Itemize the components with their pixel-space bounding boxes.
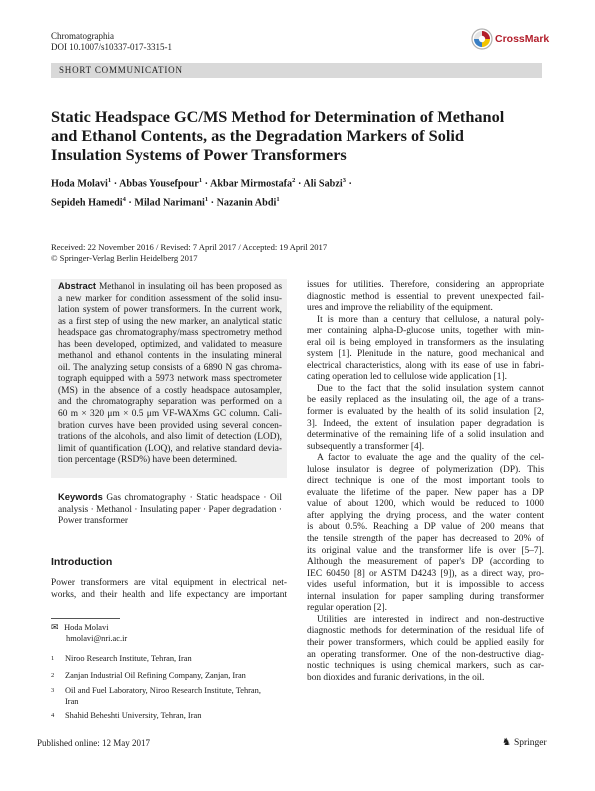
publisher-logo <box>502 737 547 748</box>
keywords-line: Keywords Gas chromatography · Static headspace · Oil <box>58 491 282 503</box>
author-affiliation: 1 <box>107 177 112 184</box>
affiliation <box>51 670 246 683</box>
affiliation-text: Iran <box>65 697 79 706</box>
affiliation-number: 3 <box>51 687 55 694</box>
keywords-line: Power transformer <box>58 516 129 527</box>
body-line: issues for utilities. Therefore, considering an appropriate <box>307 280 544 290</box>
body-line: diagnostic method is essential to prevent unexpected fail- <box>307 291 544 302</box>
keywords-heading: Keywords <box>58 491 103 502</box>
corresponding-email[interactable]: hmolavi@nri.ac.ir <box>66 634 128 643</box>
author-name[interactable]: Hoda Molavi <box>51 178 108 190</box>
section-band <box>51 63 542 78</box>
abstract-line: oil. The analyzing setup consists of a 6890 N gas chroma- <box>58 362 282 373</box>
paper-title <box>51 107 551 164</box>
envelope-icon: ✉ <box>51 622 59 632</box>
affiliation-text: Oil and Fuel Laboratory, Niroo Research Institute, Tehran, <box>65 686 261 695</box>
abstract-line: methanol and ethanol contents in the insulating mineral <box>58 351 282 362</box>
affiliation-number: 1 <box>51 655 55 662</box>
body-line: electrical characteristics, along with its ease of use in fabri- <box>307 360 544 371</box>
abstract-line: (MS) in the absence of a costly headspace autosampler, <box>58 385 282 396</box>
keywords-line: analysis · Methanol · Insulating paper · Paper degradation · <box>58 504 282 515</box>
crossmark-icon <box>471 28 493 50</box>
abstract-line: limit of quantification (LOQ), and relative standard devia- <box>58 443 282 454</box>
abstract-line: Abstract Methanol in insulating oil has been proposed as <box>58 280 282 292</box>
author-affiliation: 1 <box>204 196 209 204</box>
body-line: bon dioxides and furanic derivations, in the oil. <box>307 672 485 683</box>
introduction-line: Power transformers are vital equipment in electrical net- <box>51 578 287 588</box>
keywords <box>58 491 282 528</box>
publisher-name: Springer <box>513 737 547 748</box>
body-line: Utilities are interested in indirect and non-destructive <box>317 614 544 625</box>
correspondence <box>51 622 127 644</box>
author-name[interactable]: Ali Sabzi <box>303 178 343 190</box>
body-line: mer containing alpha-D-glucose units, together with min- <box>307 326 544 337</box>
body-text-right-column <box>307 280 544 684</box>
author-separator: · <box>202 178 210 190</box>
history-dates: Received: 22 November 2016 / Revised: 7 April 2017 / Accepted: 19 April 2017 <box>51 242 328 252</box>
affiliation-text: Shahid Beheshti University, Tehran, Iran <box>65 711 202 720</box>
author-line-1 <box>51 173 551 192</box>
author-affiliation: 3 <box>342 177 346 184</box>
abstract-line: 60 m × 320 μm × 0.5 μm VF-WAXms GC column. Cali- <box>58 409 282 420</box>
body-line: regular operation [2]. <box>307 603 387 614</box>
abstract-line: has been developed, optimized, and validated to measure <box>58 339 282 350</box>
body-line: direct technique is one of the most important tools to <box>307 476 544 487</box>
abstract-line: lation system of power transformers. In the current work, <box>58 305 282 316</box>
body-line: lulose insulator is degree of polymerization (DP). This <box>307 464 544 475</box>
affiliation-text: Niroo Research Institute, Tehran, Iran <box>65 654 192 663</box>
body-line: their power transformers, which could be applied easily for <box>307 637 544 648</box>
body-line: Although the measurement of paper's DP (according to <box>307 557 544 568</box>
author-affiliation: 2 <box>292 177 296 184</box>
body-line: vides useful information, but it is impossible to access <box>307 580 544 591</box>
author-separator: · <box>345 178 352 190</box>
body-line: subsequently a transformer [4]. <box>307 441 425 452</box>
affiliation <box>51 685 261 707</box>
author-affiliation: 1 <box>276 196 280 204</box>
body-line: internal insulation for paper sampling during transformer <box>307 591 544 602</box>
body-line: It is more than a century that cellulose, a natural poly- <box>317 314 544 325</box>
body-line: cating operation led to cellulose wide application [1]. <box>307 372 507 383</box>
title-line: Static Headspace GC/MS Method for Determination of Methanol <box>51 107 505 126</box>
body-line: A factor to evaluate the age and the quality of the cel- <box>317 453 544 464</box>
body-line: evaluate the lifetime of the paper. New paper has a DP <box>307 487 544 498</box>
author-name[interactable]: Milad Narimani <box>134 197 205 209</box>
abstract-line: tion percentage (RSD%) have been determined. <box>58 455 238 466</box>
introduction-text <box>51 578 287 601</box>
abstract-heading: Abstract <box>58 280 97 291</box>
corresponding-author: Hoda Molavi <box>64 623 109 632</box>
body-line: its original value and the transformer life is over [5–7]. <box>307 545 544 556</box>
body-line: 3]. Indeed, the extent of insulation paper degradation is <box>307 418 544 429</box>
copyright: © Springer-Verlag Berlin Heidelberg 2017 <box>51 253 198 263</box>
affiliation <box>51 653 192 666</box>
affiliation-number: 4 <box>51 712 55 719</box>
journal-name: Chromatographia <box>51 31 114 41</box>
body-line: an operating transformer. One of the non-destructive diag- <box>307 649 544 660</box>
author-name[interactable]: Akbar Mirmostafa <box>210 178 293 190</box>
abstract-line: and the chromatography separation was performed on a <box>58 397 282 408</box>
author-separator: · <box>125 197 135 209</box>
body-line: system [1]. Plenitude in the nature, good mechanical and <box>307 349 544 360</box>
body-line: is about 0.5%. Reaching a DP value of 200 means that <box>307 522 544 533</box>
title-line: Insulation Systems of Power Transformers <box>51 145 347 164</box>
doi-link[interactable]: DOI 10.1007/s10337-017-3315-1 <box>51 42 172 52</box>
affiliation-number: 2 <box>51 672 55 679</box>
author-affiliation: 1 <box>198 177 203 184</box>
body-line: former is evaluated by the health of its solid insulation [2, <box>307 407 544 418</box>
body-line: nostic techniques is using chemical markers, such as car- <box>307 661 544 672</box>
title-line: and Ethanol Contents, as the Degradation Markers of Solid <box>51 126 464 145</box>
body-line: after applying the drying process, and the water content <box>307 510 544 521</box>
abstract-line: a new marker for condition assessment of the solid insu- <box>58 293 282 304</box>
author-list <box>51 173 551 212</box>
body-line: eral oil is being employed in transformers as the insulating <box>307 337 544 348</box>
body-line: value of about 1200, which would be reduced to 1000 <box>307 499 544 510</box>
body-line: be easily replaced as the insulating oil, the age of a trans- <box>307 395 544 406</box>
body-line: determinative of the remaining life of a solid insulation and <box>307 430 544 441</box>
affiliation-text: Zanjan Industrial Oil Refining Company, Zanjan, Iran <box>65 671 246 680</box>
abstract-line: tograph equipped with a 5973 network mass spectrometer <box>58 374 282 385</box>
author-name[interactable]: Sepideh Hamedi <box>51 197 123 209</box>
abstract-line: as a first step of using the new marker, an analytical static <box>58 316 282 327</box>
abstract-line: trations of the alcohols, and also limit of detection (LOD), <box>58 432 282 443</box>
author-name[interactable]: Nazanin Abdi <box>216 197 277 209</box>
introduction-heading: Introduction <box>51 556 113 568</box>
abstract-line: headspace gas chromatography/mass spectrometry method <box>58 328 282 339</box>
body-line: ures and improve the reliability of the equipment. <box>307 303 493 314</box>
crossmark-label: CrossMark <box>495 33 550 45</box>
footnote-divider <box>51 618 120 619</box>
published-online: Published online: 12 May 2017 <box>37 738 150 748</box>
author-separator: · <box>295 178 304 190</box>
introduction-line: works, and their health and life expectancy are important <box>51 589 287 600</box>
springer-horse-icon: ♞ <box>502 737 511 748</box>
affiliation <box>51 710 201 723</box>
abstract <box>58 280 282 467</box>
author-name[interactable]: Abbas Yousefpour <box>119 178 199 190</box>
section-label: SHORT COMMUNICATION <box>59 65 183 75</box>
abstract-line: bration curves have been provided using several concen- <box>58 420 282 431</box>
author-separator: · <box>111 178 120 190</box>
author-separator: · <box>208 197 217 209</box>
author-line-2 <box>51 192 551 211</box>
body-line: IEC 60450 [8] or ASTM D4243 [9]), as a direct way, pro- <box>307 568 544 579</box>
body-line: the tensile strength of the paper has decreased to 20% of <box>307 534 544 545</box>
body-line: diagnostic methods for determination of the residual life of <box>307 626 544 637</box>
crossmark-badge[interactable] <box>471 28 561 50</box>
body-line: Due to the fact that the solid insulation system cannot <box>317 383 544 394</box>
author-affiliation: 4 <box>122 196 126 204</box>
